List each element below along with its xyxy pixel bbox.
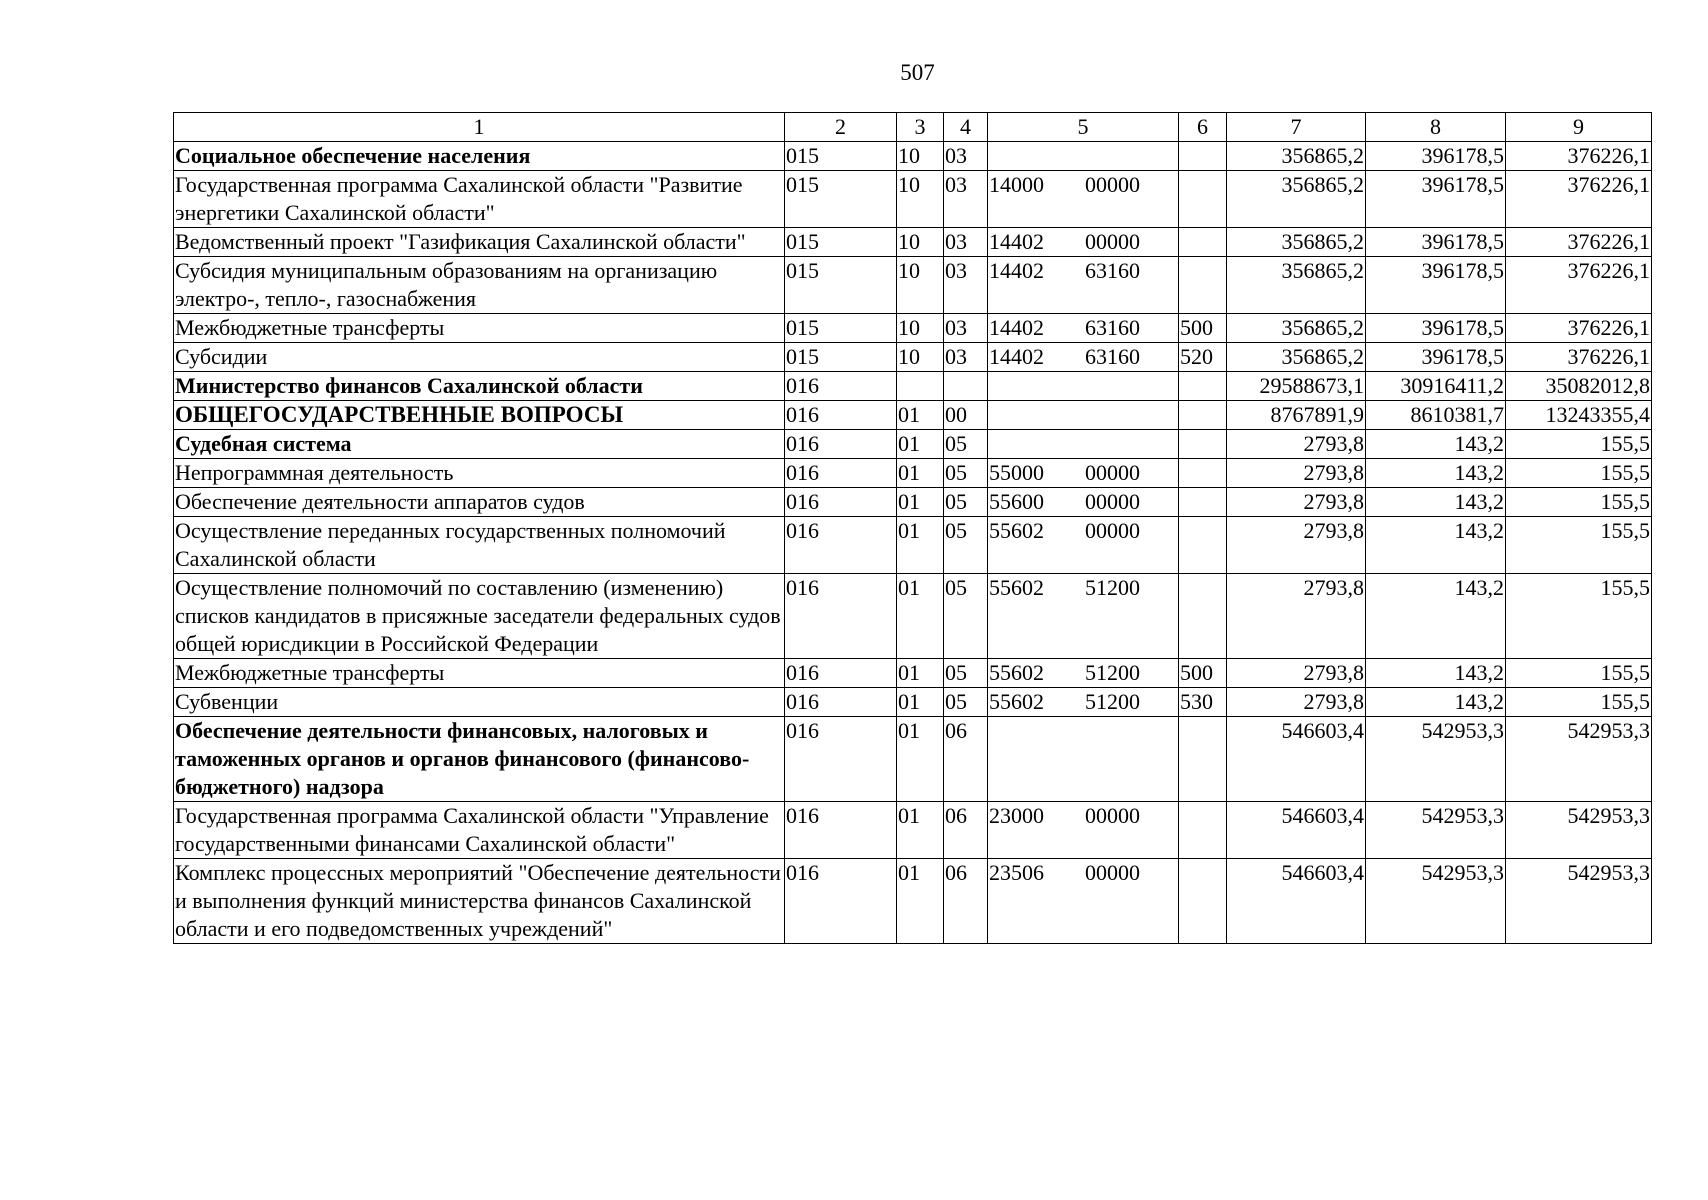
target-article-code xyxy=(988,142,1179,171)
expense-type-code xyxy=(1179,459,1227,488)
amount-col-7: 356865,2 xyxy=(1227,142,1366,171)
program-code: 23506 xyxy=(989,860,1044,885)
amount-col-9: 542953,3 xyxy=(1506,802,1652,859)
program-code: 55602 xyxy=(989,575,1044,600)
expense-type-code: 500 xyxy=(1179,314,1227,343)
amount-col-7: 356865,2 xyxy=(1227,257,1366,314)
amount-col-8: 30916411,2 xyxy=(1366,372,1506,401)
program-code: 14402 xyxy=(989,344,1044,369)
subsection-code: 05 xyxy=(944,688,988,717)
table-row xyxy=(174,459,1652,488)
amount-col-7: 2793,8 xyxy=(1227,517,1366,574)
direction-code: 00000 xyxy=(1085,229,1140,254)
expense-type-code xyxy=(1179,372,1227,401)
row-name: Субвенции xyxy=(174,688,785,717)
subsection-code: 06 xyxy=(944,717,988,802)
amount-col-8: 143,2 xyxy=(1366,459,1506,488)
section-code: 01 xyxy=(897,717,944,802)
row-name: Судебная система xyxy=(174,430,785,459)
section-code: 01 xyxy=(897,517,944,574)
section-code: 01 xyxy=(897,659,944,688)
expense-type-code xyxy=(1179,717,1227,802)
amount-col-9: 155,5 xyxy=(1506,459,1652,488)
subsection-code: 03 xyxy=(944,228,988,257)
ministry-code: 016 xyxy=(785,517,897,574)
target-article-code xyxy=(988,688,1179,717)
subsection-code: 03 xyxy=(944,171,988,228)
row-name: Социальное обеспечение населения xyxy=(174,142,785,171)
program-code: 55000 xyxy=(989,460,1044,485)
section-code: 10 xyxy=(897,257,944,314)
amount-col-8: 396178,5 xyxy=(1366,343,1506,372)
header-row xyxy=(174,113,1652,142)
amount-col-9: 155,5 xyxy=(1506,659,1652,688)
program-code: 55602 xyxy=(989,689,1044,714)
program-code: 55602 xyxy=(989,660,1044,685)
target-article-code xyxy=(988,717,1179,802)
amount-col-8: 143,2 xyxy=(1366,688,1506,717)
subsection-code xyxy=(944,372,988,401)
table-row xyxy=(174,171,1652,228)
amount-col-7: 356865,2 xyxy=(1227,343,1366,372)
amount-col-8: 396178,5 xyxy=(1366,257,1506,314)
table-row xyxy=(174,574,1652,659)
row-name: Государственная программа Сахалинской области "Развитие энергетики Сахалинской области" xyxy=(174,171,785,228)
amount-col-8: 396178,5 xyxy=(1366,228,1506,257)
ministry-code: 016 xyxy=(785,574,897,659)
amount-col-9: 155,5 xyxy=(1506,488,1652,517)
ministry-code: 015 xyxy=(785,257,897,314)
ministry-code: 016 xyxy=(785,372,897,401)
amount-col-9: 155,5 xyxy=(1506,517,1652,574)
table-row xyxy=(174,372,1652,401)
amount-col-7: 2793,8 xyxy=(1227,688,1366,717)
amount-col-8: 143,2 xyxy=(1366,430,1506,459)
table-row xyxy=(174,859,1652,944)
expense-type-code xyxy=(1179,228,1227,257)
amount-col-9: 542953,3 xyxy=(1506,717,1652,802)
target-article-code xyxy=(988,257,1179,314)
amount-col-7: 356865,2 xyxy=(1227,171,1366,228)
budget-table xyxy=(173,112,1652,944)
subsection-code: 06 xyxy=(944,859,988,944)
target-article-code xyxy=(988,488,1179,517)
ministry-code: 015 xyxy=(785,171,897,228)
amount-col-9: 542953,3 xyxy=(1506,859,1652,944)
program-code: 14402 xyxy=(989,229,1044,254)
ministry-code: 016 xyxy=(785,401,897,430)
section-code: 01 xyxy=(897,802,944,859)
amount-col-9: 376226,1 xyxy=(1506,228,1652,257)
subsection-code: 05 xyxy=(944,574,988,659)
target-article-code xyxy=(988,574,1179,659)
ministry-code: 016 xyxy=(785,688,897,717)
direction-code: 00000 xyxy=(1085,803,1140,828)
ministry-code: 015 xyxy=(785,343,897,372)
page-number: 507 xyxy=(900,60,935,85)
amount-col-8: 542953,3 xyxy=(1366,802,1506,859)
subsection-code: 05 xyxy=(944,659,988,688)
subsection-code: 06 xyxy=(944,802,988,859)
table-row xyxy=(174,228,1652,257)
section-code: 10 xyxy=(897,314,944,343)
direction-code: 00000 xyxy=(1085,860,1140,885)
section-code: 10 xyxy=(897,142,944,171)
amount-col-7: 2793,8 xyxy=(1227,430,1366,459)
target-article-code xyxy=(988,228,1179,257)
direction-code: 00000 xyxy=(1085,518,1140,543)
section-code xyxy=(897,372,944,401)
target-article-code xyxy=(988,343,1179,372)
expense-type-code xyxy=(1179,574,1227,659)
row-name: Осуществление полномочий по составлению (изменению) списков кандидатов в присяжные заседатели федеральных судов общей юрисдикции в Российской Федерации xyxy=(174,574,785,659)
row-name: Обеспечение деятельности аппаратов судов xyxy=(174,488,785,517)
table-row xyxy=(174,517,1652,574)
program-code: 55602 xyxy=(989,518,1044,543)
amount-col-9: 155,5 xyxy=(1506,574,1652,659)
direction-code: 63160 xyxy=(1085,258,1140,283)
header-cell: 7 xyxy=(1227,113,1366,142)
direction-code: 00000 xyxy=(1085,489,1140,514)
program-code: 14402 xyxy=(989,315,1044,340)
section-code: 01 xyxy=(897,459,944,488)
header-cell: 1 xyxy=(174,113,785,142)
ministry-code: 016 xyxy=(785,488,897,517)
header-cell: 3 xyxy=(897,113,944,142)
target-article-code xyxy=(988,314,1179,343)
section-code: 01 xyxy=(897,430,944,459)
program-code: 23000 xyxy=(989,803,1044,828)
amount-col-9: 376226,1 xyxy=(1506,142,1652,171)
section-code: 01 xyxy=(897,688,944,717)
amount-col-7: 2793,8 xyxy=(1227,574,1366,659)
target-article-code xyxy=(988,859,1179,944)
header-cell: 8 xyxy=(1366,113,1506,142)
amount-col-8: 396178,5 xyxy=(1366,142,1506,171)
header-cell: 5 xyxy=(988,113,1179,142)
amount-col-9: 376226,1 xyxy=(1506,343,1652,372)
amount-col-7: 2793,8 xyxy=(1227,659,1366,688)
direction-code: 63160 xyxy=(1085,315,1140,340)
expense-type-code: 530 xyxy=(1179,688,1227,717)
amount-col-7: 2793,8 xyxy=(1227,459,1366,488)
table-row xyxy=(174,802,1652,859)
target-article-code xyxy=(988,659,1179,688)
row-name: Обеспечение деятельности финансовых, налоговых и таможенных органов и органов финансового (финансово-бюджетного) надзора xyxy=(174,717,785,802)
amount-col-8: 143,2 xyxy=(1366,488,1506,517)
table-body xyxy=(174,142,1652,944)
row-name: Министерство финансов Сахалинской области xyxy=(174,372,785,401)
ministry-code: 016 xyxy=(785,717,897,802)
section-code: 01 xyxy=(897,859,944,944)
subsection-code: 03 xyxy=(944,142,988,171)
direction-code: 00000 xyxy=(1085,460,1140,485)
amount-col-8: 396178,5 xyxy=(1366,314,1506,343)
row-name: ОБЩЕГОСУДАРСТВЕННЫЕ ВОПРОСЫ xyxy=(174,401,785,430)
table-row xyxy=(174,314,1652,343)
program-code: 55600 xyxy=(989,489,1044,514)
target-article-code xyxy=(988,430,1179,459)
table-row xyxy=(174,717,1652,802)
amount-col-8: 542953,3 xyxy=(1366,859,1506,944)
amount-col-9: 35082012,8 xyxy=(1506,372,1652,401)
ministry-code: 016 xyxy=(785,802,897,859)
row-name: Межбюджетные трансферты xyxy=(174,659,785,688)
amount-col-8: 143,2 xyxy=(1366,517,1506,574)
amount-col-8: 143,2 xyxy=(1366,574,1506,659)
row-name: Осуществление переданных государственных полномочий Сахалинской области xyxy=(174,517,785,574)
target-article-code xyxy=(988,459,1179,488)
amount-col-8: 396178,5 xyxy=(1366,171,1506,228)
target-article-code xyxy=(988,401,1179,430)
table-row xyxy=(174,401,1652,430)
table-row xyxy=(174,688,1652,717)
expense-type-code: 500 xyxy=(1179,659,1227,688)
subsection-code: 03 xyxy=(944,343,988,372)
expense-type-code xyxy=(1179,802,1227,859)
direction-code: 00000 xyxy=(1085,172,1140,197)
direction-code: 51200 xyxy=(1085,660,1140,685)
amount-col-7: 8767891,9 xyxy=(1227,401,1366,430)
amount-col-7: 356865,2 xyxy=(1227,228,1366,257)
program-code: 14000 xyxy=(989,172,1044,197)
table-row xyxy=(174,142,1652,171)
amount-col-9: 376226,1 xyxy=(1506,171,1652,228)
expense-type-code: 520 xyxy=(1179,343,1227,372)
target-article-code xyxy=(988,372,1179,401)
expense-type-code xyxy=(1179,859,1227,944)
expense-type-code xyxy=(1179,517,1227,574)
amount-col-9: 376226,1 xyxy=(1506,257,1652,314)
subsection-code: 05 xyxy=(944,430,988,459)
subsection-code: 05 xyxy=(944,459,988,488)
subsection-code: 05 xyxy=(944,488,988,517)
ministry-code: 016 xyxy=(785,659,897,688)
row-name: Субсидия муниципальным образованиям на организацию электро-, тепло-, газоснабжения xyxy=(174,257,785,314)
amount-col-9: 155,5 xyxy=(1506,688,1652,717)
header-cell: 6 xyxy=(1179,113,1227,142)
amount-col-9: 13243355,4 xyxy=(1506,401,1652,430)
ministry-code: 016 xyxy=(785,459,897,488)
table-row xyxy=(174,257,1652,314)
ministry-code: 016 xyxy=(785,430,897,459)
table-row xyxy=(174,659,1652,688)
ministry-code: 016 xyxy=(785,859,897,944)
amount-col-9: 376226,1 xyxy=(1506,314,1652,343)
subsection-code: 03 xyxy=(944,257,988,314)
amount-col-9: 155,5 xyxy=(1506,430,1652,459)
expense-type-code xyxy=(1179,142,1227,171)
amount-col-8: 8610381,7 xyxy=(1366,401,1506,430)
expense-type-code xyxy=(1179,430,1227,459)
ministry-code: 015 xyxy=(785,314,897,343)
row-name: Комплекс процессных мероприятий "Обеспечение деятельности и выполнения функций министерства финансов Сахалинской области и его подведомственных учреждений" xyxy=(174,859,785,944)
subsection-code: 00 xyxy=(944,401,988,430)
row-name: Субсидии xyxy=(174,343,785,372)
section-code: 10 xyxy=(897,228,944,257)
amount-col-8: 143,2 xyxy=(1366,659,1506,688)
row-name: Непрограммная деятельность xyxy=(174,459,785,488)
section-code: 01 xyxy=(897,488,944,517)
header-cell: 2 xyxy=(785,113,897,142)
ministry-code: 015 xyxy=(785,142,897,171)
amount-col-7: 29588673,1 xyxy=(1227,372,1366,401)
program-code: 14402 xyxy=(989,258,1044,283)
expense-type-code xyxy=(1179,488,1227,517)
target-article-code xyxy=(988,802,1179,859)
section-code: 01 xyxy=(897,574,944,659)
amount-col-7: 2793,8 xyxy=(1227,488,1366,517)
amount-col-8: 542953,3 xyxy=(1366,717,1506,802)
amount-col-7: 546603,4 xyxy=(1227,802,1366,859)
subsection-code: 05 xyxy=(944,517,988,574)
header-cell: 9 xyxy=(1506,113,1652,142)
expense-type-code xyxy=(1179,401,1227,430)
subsection-code: 03 xyxy=(944,314,988,343)
amount-col-7: 356865,2 xyxy=(1227,314,1366,343)
ministry-code: 015 xyxy=(785,228,897,257)
direction-code: 51200 xyxy=(1085,575,1140,600)
target-article-code xyxy=(988,517,1179,574)
table-row xyxy=(174,430,1652,459)
expense-type-code xyxy=(1179,171,1227,228)
table-row xyxy=(174,343,1652,372)
section-code: 01 xyxy=(897,401,944,430)
direction-code: 51200 xyxy=(1085,689,1140,714)
direction-code: 63160 xyxy=(1085,344,1140,369)
row-name: Межбюджетные трансферты xyxy=(174,314,785,343)
expense-type-code xyxy=(1179,257,1227,314)
target-article-code xyxy=(988,171,1179,228)
amount-col-7: 546603,4 xyxy=(1227,717,1366,802)
row-name: Государственная программа Сахалинской области "Управление государственными финансами Сахалинской области" xyxy=(174,802,785,859)
header-cell: 4 xyxy=(944,113,988,142)
section-code: 10 xyxy=(897,171,944,228)
amount-col-7: 546603,4 xyxy=(1227,859,1366,944)
row-name: Ведомственный проект "Газификация Сахалинской области" xyxy=(174,228,785,257)
table-row xyxy=(174,488,1652,517)
section-code: 10 xyxy=(897,343,944,372)
